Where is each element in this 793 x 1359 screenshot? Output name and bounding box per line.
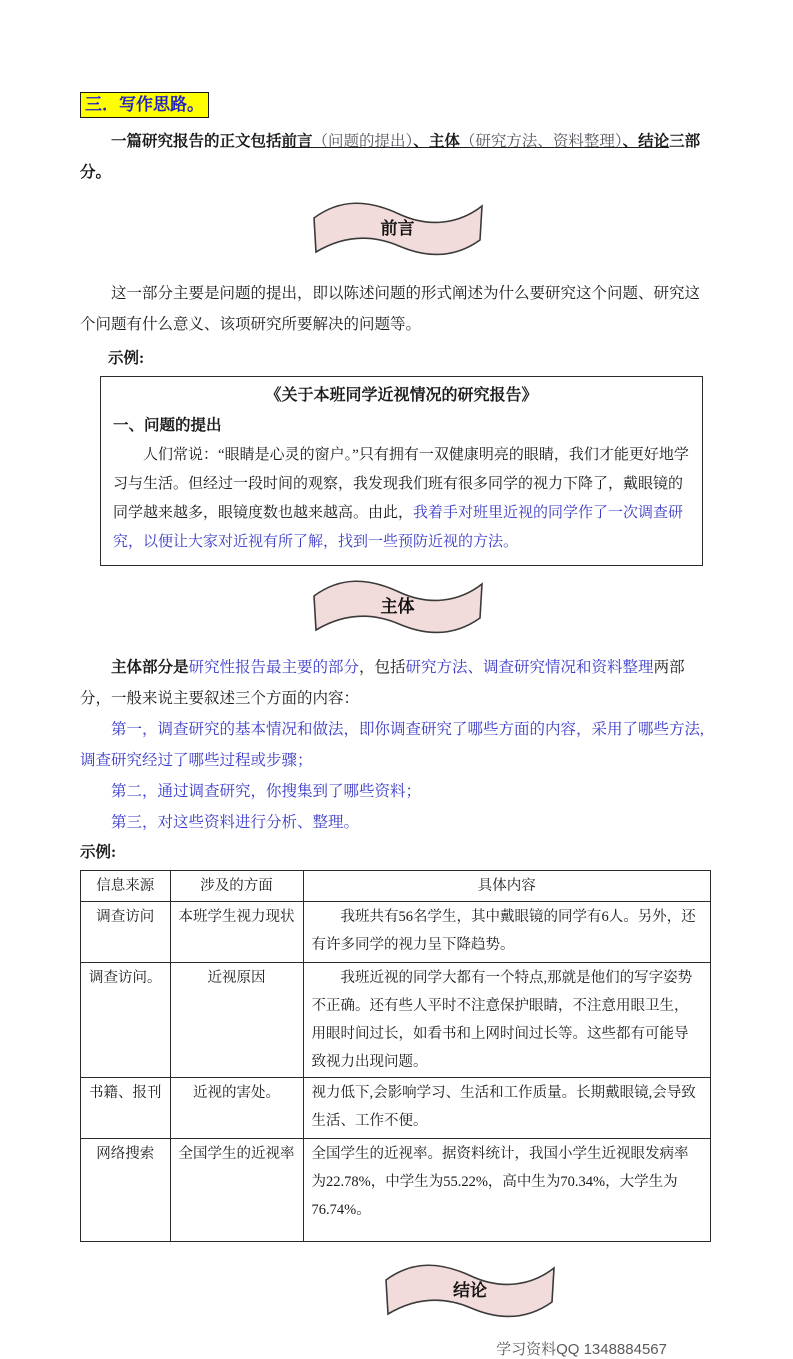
preface-paragraph: 这一部分主要是问题的提出，即以陈述问题的形式阐述为什么要研究这个问题、研究这个问题有什么意义、该项研究所要解决的问题等。 [80, 284, 701, 333]
col-header-content: 具体内容 [303, 870, 711, 901]
intro-paren-1: （问题的提出） [312, 132, 414, 150]
example-label-1: 示例: [108, 349, 145, 367]
intro-term-conclusion: 结论 [638, 132, 670, 150]
conclusion-ribbon-label: 结论 [453, 1280, 487, 1300]
cell-aspect: 全国学生的近视率 [170, 1138, 303, 1241]
body-blue-2: 研究方法、调查研究情况和资料整理 [405, 658, 654, 676]
cell-source: 书籍、报刊 [81, 1077, 171, 1138]
body-lead-bold: 主体部分是 [111, 658, 189, 676]
cell-aspect: 本班学生视力现状 [170, 901, 303, 962]
intro-term-preface: 前言 [281, 132, 313, 150]
table-row [81, 1138, 711, 1241]
cell-content [303, 962, 711, 1077]
info-sources-table [80, 870, 711, 1242]
intro-term-body: 主体 [428, 132, 460, 150]
cell-aspect: 近视的害处。 [170, 1077, 303, 1138]
cell-source: 调查访问 [81, 901, 171, 962]
body-ribbon [303, 572, 493, 642]
intro-paragraph [80, 126, 715, 188]
intro-paren-2: （研究方法、资料整理） [459, 132, 623, 150]
section-heading-badge: 三．写作思路。 [80, 92, 209, 118]
intro-lead: 一篇研究报告的正文包括 [111, 132, 282, 150]
table-row [81, 1077, 711, 1138]
conclusion-ribbon [375, 1256, 565, 1326]
example-body-text [113, 441, 690, 557]
watermark-footer: 学习资料QQ 1348884567 [496, 1340, 667, 1358]
table-header-row [81, 870, 711, 901]
cell-source: 网络搜索 [81, 1138, 171, 1241]
cell-content [303, 901, 711, 962]
body-paragraph [80, 652, 715, 714]
example-text-black: 人们常说：“眼睛是心灵的窗户。”只有拥有一双健康明亮的眼睛，我们才能更好地学习与生活。但经过一段时间的观察，我发现我们班有很多同学的视力下降了，戴眼镜的同学越来越多，眼镜度数也越来越高。由此， [113, 446, 689, 521]
body-item-3: 第三，对这些资料进行分析、整理。 [111, 813, 360, 831]
cell-source: 调查访问。 [81, 962, 171, 1077]
cell-content-text: 我班共有56名学生，其中戴眼镜的同学有6人。另外，还有许多同学的视力呈下降趋势。 [311, 908, 696, 953]
intro-tail: 三部分。 [80, 132, 701, 181]
example-section-heading: 一、问题的提出 [113, 416, 222, 434]
cell-aspect: 近视原因 [170, 962, 303, 1077]
preface-example-box [100, 376, 703, 566]
col-header-source: 信息来源 [81, 870, 171, 901]
intro-sep-1: 、 [413, 132, 429, 150]
body-item-1: 第一，调查研究的基本情况和做法，即你调查研究了哪些方面的内容，采用了哪些方法,调查研究经过了哪些过程或步骤； [80, 720, 704, 769]
cell-content-text: 我班近视的同学大都有一个特点,那就是他们的写字姿势不正确。还有些人平时不注意保护眼睛，不注意用眼卫生，用眼时间过长，如看书和上网时间过长等。这些都有可能导致视力出现问题。 [311, 969, 693, 1070]
body-item-2: 第二，通过调查研究，你搜集到了哪些资料； [111, 782, 422, 800]
body-black-1: ，包括 [359, 658, 406, 676]
example-label-2: 示例: [80, 843, 117, 861]
preface-ribbon [303, 194, 493, 264]
example-report-title: 《关于本班同学近视情况的研究报告》 [265, 386, 538, 404]
table-row [81, 901, 711, 962]
intro-sep-2: 、 [622, 132, 639, 150]
body-ribbon-label: 主体 [380, 596, 415, 616]
col-header-aspect: 涉及的方面 [170, 870, 303, 901]
table-row [81, 962, 711, 1077]
body-black-2: 两部分，一般来说主要叙述三个方面的内容： [80, 658, 685, 707]
preface-ribbon-label: 前言 [380, 218, 415, 238]
example-text-blue: 我着手对班里近视的同学作了一次调查研究，以便让大家对近视有所了解，找到一些预防近视的方法。 [113, 504, 684, 550]
cell-content: 全国学生的近视率。据资料统计，我国小学生近视眼发病率为22.78%，中学生为55.22%，高中生为70.34%，大学生为76.74%。 [303, 1138, 711, 1241]
body-blue-1: 研究性报告最主要的部分 [188, 658, 360, 676]
cell-content: 视力低下,会影响学习、生活和工作质量。长期戴眼镜,会导致生活、工作不便。 [303, 1077, 711, 1138]
